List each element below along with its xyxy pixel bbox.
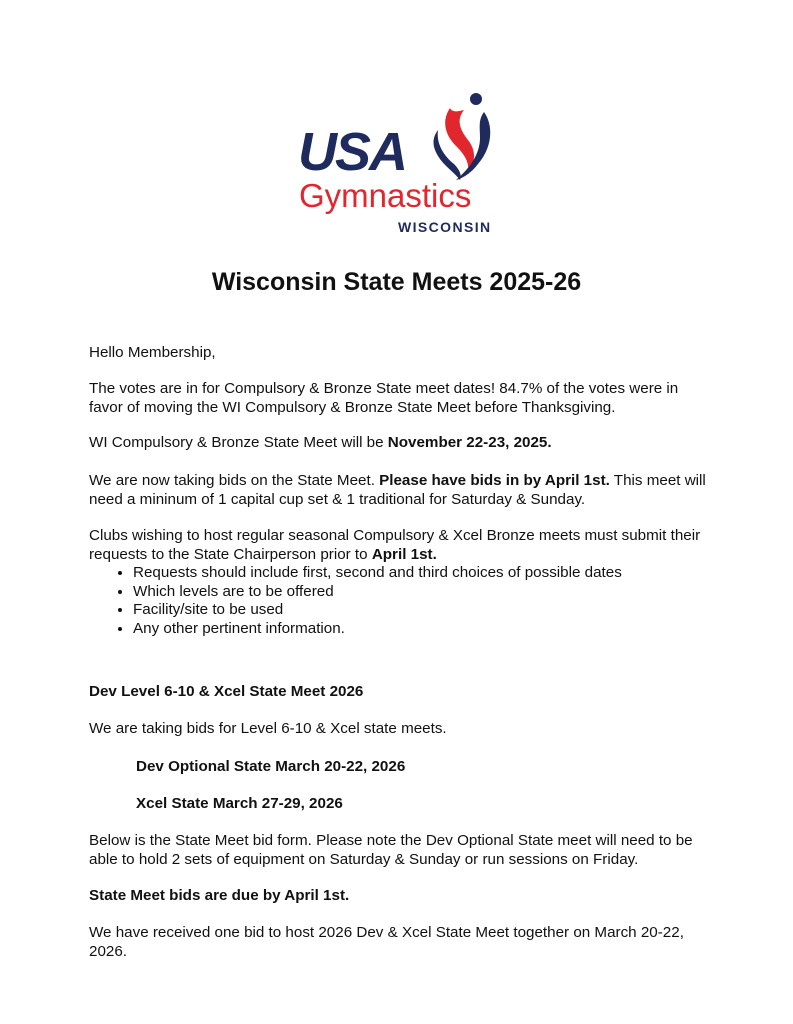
requirements-list [112, 564, 713, 638]
bids-deadline: Please have bids in by April 1st. [379, 472, 610, 489]
received-paragraph: We have received one bid to host 2026 Dev & Xcel State Meet together on March 20-22, 2026. [89, 924, 684, 960]
votes-paragraph: The votes are in for Compulsory & Bronze State meet dates! 84.7% of the votes were in favor of moving the WI Compulsory & Bronze State Meet before Thanksgiving. [89, 380, 679, 416]
logo-gymnastics-text: Gymnastics [299, 177, 472, 214]
xcel-state-date [136, 795, 756, 814]
greeting: Hello Membership, [89, 344, 216, 361]
clubs-paragraph [89, 527, 709, 564]
list-item: • Facility/site to be used [133, 601, 713, 620]
logo-usa-text: USA [298, 122, 407, 182]
page-title: Wisconsin State Meets 2025-26 [211, 268, 582, 296]
dev-heading-text: Dev Level 6-10 & Xcel State Meet 2026 [89, 683, 364, 700]
clubs-lead: Clubs wishing to host regular seasonal Compulsory & Xcel Bronze meets must submit their requests to the State Chairperson prior to [89, 527, 701, 563]
meet-date-value: November 22-23, 2025. [387, 434, 552, 451]
dev-bids-paragraph: We are taking bids for Level 6-10 & Xcel state meets. [89, 720, 447, 737]
bids-paragraph [89, 472, 709, 509]
list-item: • Which levels are to be offered [133, 583, 713, 602]
due-paragraph [89, 887, 709, 906]
bids-lead: We are now taking bids on the State Meet. [89, 472, 380, 489]
meet-date-paragraph [89, 434, 709, 453]
gymnast-flame-icon [424, 90, 502, 180]
logo-region-text: WISCONSIN [398, 219, 492, 235]
list-item: • Any other pertinent information. [133, 620, 713, 639]
bid-form-paragraph: Below is the State Meet bid form. Please note the Dev Optional State meet will need to be able to hold 2 sets of equipment on Saturday & Sunday or run sessions on Friday. [89, 832, 693, 868]
dev-optional-date [136, 758, 756, 777]
xcel-state-text: Xcel State March 27-29, 2026 [136, 795, 343, 812]
usa-gymnastics-wisconsin-logo [296, 90, 501, 240]
bids-tail: This meet will need a mininum of 1 capital cup set & 1 traditional for Saturday & Sunday. [89, 472, 706, 508]
dev-heading [89, 683, 709, 702]
due-text: State Meet bids are due by April 1st. [89, 887, 350, 904]
meet-date-lead: WI Compulsory & Bronze State Meet will be [89, 434, 388, 451]
dev-optional-text: Dev Optional State March 20-22, 2026 [136, 758, 406, 775]
list-item: • Requests should include first, second and third choices of possible dates [133, 564, 713, 583]
clubs-deadline: April 1st. [371, 545, 437, 563]
